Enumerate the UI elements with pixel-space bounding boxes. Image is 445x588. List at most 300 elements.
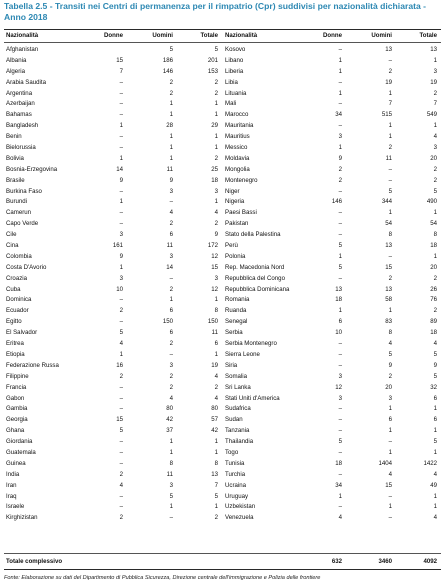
men-cell: – [169,514,173,522]
nationality-cell: Lituania [225,89,247,97]
nationality-cell: Benin [6,133,22,141]
table-row [6,154,220,165]
table-row [225,252,439,263]
table-row [225,513,439,524]
table-row [6,78,220,89]
nationality-cell: Kirghizistan [6,514,38,522]
nationality-cell: Croazia [6,274,27,282]
table-row [6,361,220,372]
table-row [6,492,220,503]
men-cell: 80 [166,405,173,413]
table-row [6,285,220,296]
nationality-cell: Siria [225,361,238,369]
women-cell: – [338,470,342,478]
total-cell: 5 [433,350,437,358]
nationality-cell: Libano [225,56,244,64]
men-cell: 28 [166,122,173,130]
nationality-cell: Cile [6,231,17,239]
nationality-cell: India [6,470,20,478]
women-cell: – [119,383,123,391]
men-cell: 2 [169,285,173,293]
men-cell: 3 [388,394,392,402]
nationality-cell: Serbia [225,329,243,337]
men-cell: 3 [169,252,173,260]
total-cell: 19 [211,361,218,369]
total-cell: 4 [214,394,218,402]
men-cell: 3 [169,481,173,489]
women-cell: 2 [119,470,123,478]
men-cell: 146 [162,67,173,75]
table-row [6,45,220,56]
men-cell: 11 [166,470,173,478]
women-cell: – [119,78,123,86]
men-cell: 1 [169,448,173,456]
total-cell: 5 [214,492,218,500]
women-cell: – [119,209,123,217]
nationality-cell: Polonia [225,252,246,260]
top-rule [4,29,441,30]
table-row [225,339,439,350]
table-row [225,415,439,426]
women-cell: 3 [119,274,123,282]
nationality-cell: Costa D'Avorio [6,263,47,271]
table-row [6,404,220,415]
nationality-cell: Libia [225,78,238,86]
women-cell: 13 [335,285,342,293]
women-cell: 12 [335,383,342,391]
total-cell: 42 [211,427,218,435]
table-row [225,502,439,513]
nationality-cell: Mongolia [225,165,250,173]
table-row [225,110,439,121]
nationality-cell: Tanzania [225,427,250,435]
nationality-cell: Georgia [6,416,28,424]
men-cell: 5 [388,350,392,358]
total-cell: 1 [433,427,437,435]
nationality-cell: Serbia Montenegro [225,340,277,348]
table-row [6,295,220,306]
men-cell: 2 [388,67,392,75]
women-cell: 16 [116,361,123,369]
men-cell: – [388,252,392,260]
nationality-cell: Afghanistan [6,46,39,53]
women-cell: 34 [335,481,342,489]
men-cell: 3 [169,187,173,195]
women-cell: 3 [338,372,342,380]
nationality-cell: Somalia [225,372,248,380]
header-total-right: Totale [419,32,437,39]
total-cell: 49 [430,481,437,489]
left-table-column [6,45,220,524]
total-cell: 1 [214,296,218,304]
table-row [225,187,439,198]
table-row [6,241,220,252]
women-cell: – [338,100,342,108]
nationality-cell: Venezuela [225,514,254,522]
total-cell: 15 [211,263,218,271]
women-cell: 9 [119,176,123,184]
table-row [6,470,220,481]
table-row [6,339,220,350]
table-row [225,372,439,383]
women-cell: – [338,416,342,424]
table-row [225,121,439,132]
table-title: Tabella 2.5 - Transiti nei Centri di permanenza per il rimpatrio (Cpr) suddivisi per nazionalità dichiarata - Anno 2018 [4,1,426,22]
men-cell: 8 [388,231,392,239]
totals-label: Totale complessivo [6,558,63,565]
nationality-cell: Moldavia [225,154,250,162]
totals-total: 4092 [423,558,437,565]
men-cell: 19 [385,78,392,86]
women-cell: 1 [338,252,342,260]
men-cell: – [388,165,392,173]
women-cell: 4 [119,481,123,489]
totals-men: 3460 [378,558,392,565]
table-row [225,426,439,437]
table-row [225,45,439,56]
table-row [6,99,220,110]
table-row [6,328,220,339]
total-cell: 7 [214,481,218,489]
total-cell: 1 [214,111,218,119]
nationality-cell: Federazione Russa [6,361,59,369]
total-cell: 1 [214,100,218,108]
women-cell: – [338,340,342,348]
nationality-cell: Tunisia [225,459,245,467]
men-cell: 2 [169,89,173,97]
nationality-cell: Albania [6,56,27,64]
nationality-cell: Capo Verde [6,220,39,228]
table-row [225,154,439,165]
nationality-cell: Iraq [6,492,17,500]
men-cell: 6 [169,307,173,315]
nationality-cell: Israele [6,503,25,511]
men-cell: 1 [388,133,392,141]
women-cell: – [338,405,342,413]
women-cell: 1 [338,56,342,64]
women-cell: 18 [335,296,342,304]
men-cell: 344 [381,198,392,206]
nationality-cell: Sierra Leone [225,350,260,358]
table-row [225,56,439,67]
table-row [6,502,220,513]
nationality-cell: Burkina Faso [6,187,42,195]
men-cell: 1 [169,144,173,152]
nationality-cell: Rep. Macedonia Nord [225,263,285,271]
totals-rule [4,553,441,554]
total-cell: 2 [214,154,218,162]
total-cell: 6 [433,416,437,424]
table-row [6,89,220,100]
total-cell: 5 [433,438,437,446]
total-cell: 1 [214,448,218,456]
table-row [6,263,220,274]
women-cell: 161 [112,242,123,250]
total-cell: 12 [211,252,218,260]
women-cell: – [338,220,342,228]
women-cell: – [119,503,123,511]
men-cell: 1 [169,438,173,446]
table-row [225,67,439,78]
total-cell: 18 [430,242,437,250]
total-cell: 1 [433,448,437,456]
table-row [225,197,439,208]
men-cell: 11 [166,242,173,250]
total-cell: 9 [433,361,437,369]
nationality-cell: Senegal [225,318,248,326]
total-cell: 57 [211,416,218,424]
nationality-cell: Sudan [225,416,243,424]
table-row [6,437,220,448]
header-nationality-right: Nazionalità [225,32,258,39]
men-cell: – [388,514,392,522]
total-cell: 1 [433,122,437,130]
men-cell: 1 [169,154,173,162]
men-cell: 14 [166,263,173,271]
men-cell: – [388,56,392,64]
header-women-left: Donne [104,32,123,39]
total-cell: 1 [433,252,437,260]
women-cell: 2 [338,165,342,173]
nationality-cell: Bolivia [6,154,24,162]
table-row [225,143,439,154]
total-cell: 5 [214,46,218,53]
men-cell: 4 [388,340,392,348]
header-rule [4,42,441,43]
men-cell: 4 [169,394,173,402]
source-note: Fonte: Elaborazione su dati del Dipartimento di Pubblica Sicurezza, Direzione centrale dell'immigrazione e Polizia delle frontiere [4,575,321,581]
nationality-cell: Dominica [6,296,32,304]
nationality-cell: Arabia Saudita [6,78,46,86]
table-row [225,394,439,405]
men-cell: 37 [166,427,173,435]
nationality-cell: Bahamas [6,111,32,119]
table-row [225,404,439,415]
header-women-right: Donne [323,32,342,39]
men-cell: 1 [169,296,173,304]
women-cell: 9 [338,154,342,162]
table-row [225,448,439,459]
table-row [225,285,439,296]
nationality-cell: Francia [6,383,27,391]
nationality-cell: Gabon [6,394,25,402]
total-cell: 1422 [423,459,437,467]
women-cell: – [338,231,342,239]
women-cell: 6 [338,318,342,326]
women-cell: – [338,448,342,456]
total-cell: 26 [430,285,437,293]
men-cell: 1404 [378,459,392,467]
women-cell: – [119,438,123,446]
table-row [6,372,220,383]
men-cell: 7 [388,100,392,108]
women-cell: 1 [119,350,123,358]
women-cell: 2 [119,514,123,522]
women-cell: 146 [331,198,342,206]
total-cell: 2 [433,274,437,282]
nationality-cell: Camerun [6,209,32,217]
total-cell: 9 [214,231,218,239]
table-row [6,426,220,437]
table-row [6,448,220,459]
table-row [225,317,439,328]
nationality-cell: Ecuador [6,307,29,315]
men-cell: 13 [385,46,392,53]
table-row [6,208,220,219]
men-cell: 8 [388,329,392,337]
men-cell: 9 [169,176,173,184]
nationality-cell: El Salvador [6,329,38,337]
women-cell: 7 [119,67,123,75]
total-cell: 2 [433,176,437,184]
women-cell: – [119,144,123,152]
total-cell: 18 [211,176,218,184]
men-cell: 11 [385,154,392,162]
women-cell: – [119,111,123,119]
total-cell: 2 [214,383,218,391]
men-cell: 8 [169,459,173,467]
women-cell: 2 [119,307,123,315]
women-cell: 14 [116,165,123,173]
table-row [225,132,439,143]
total-cell: 172 [207,242,218,250]
nationality-cell: Paesi Bassi [225,209,257,217]
men-cell: 1 [169,100,173,108]
total-cell: 8 [433,231,437,239]
nationality-cell: Mauritania [225,122,254,130]
women-cell: – [119,459,123,467]
total-cell: 2 [214,78,218,86]
total-cell: 8 [214,459,218,467]
total-cell: 7 [433,100,437,108]
women-cell: 1 [119,122,123,130]
nationality-cell: Togo [225,448,239,456]
women-cell: – [338,274,342,282]
nationality-cell: Perù [225,242,238,250]
table-row [6,230,220,241]
right-table-column [225,45,439,524]
table-row [6,394,220,405]
table-row [225,78,439,89]
total-cell: 29 [211,122,218,130]
men-cell: 20 [385,383,392,391]
women-cell: – [119,187,123,195]
women-cell: 3 [338,394,342,402]
total-cell: 80 [211,405,218,413]
women-cell: 10 [335,329,342,337]
table-row [225,383,439,394]
nationality-cell: Kosovo [225,46,246,53]
table-row [225,219,439,230]
total-cell: 8 [214,307,218,315]
nationality-cell: Cuba [6,285,21,293]
table-row [225,241,439,252]
table-row [6,110,220,121]
table-row [6,306,220,317]
table-row [6,176,220,187]
total-cell: 4 [433,470,437,478]
table-row [225,208,439,219]
nationality-cell: Argentina [6,89,33,97]
table-row [6,121,220,132]
total-cell: 1 [433,209,437,217]
nationality-cell: Colombia [6,252,32,260]
men-cell: 1 [388,89,392,97]
women-cell: 5 [338,263,342,271]
women-cell: 18 [335,459,342,467]
total-cell: 3 [214,187,218,195]
total-cell: 11 [211,329,218,337]
total-cell: 18 [430,329,437,337]
nationality-cell: Repubblica del Congo [225,274,285,282]
total-cell: 1 [214,350,218,358]
total-cell: 6 [214,340,218,348]
total-cell: 6 [433,394,437,402]
women-cell: – [119,133,123,141]
table-row [225,481,439,492]
men-cell: 9 [388,361,392,369]
nationality-cell: Messico [225,144,248,152]
nationality-cell: Marocco [225,111,249,119]
women-cell: 3 [338,133,342,141]
nationality-cell: Uzbekistan [225,503,256,511]
women-cell: – [119,89,123,97]
table-row [6,197,220,208]
total-cell: 201 [207,56,218,64]
total-cell: 20 [430,154,437,162]
total-cell: 1 [214,198,218,206]
men-cell: 1 [388,503,392,511]
women-cell: – [338,122,342,130]
men-cell: 186 [162,56,173,64]
total-cell: 76 [430,296,437,304]
nationality-cell: Repubblica Dominicana [225,285,290,293]
nationality-cell: Iran [6,481,17,489]
table-row [225,350,439,361]
table-row [225,470,439,481]
women-cell: – [119,220,123,228]
nationality-cell: Guatemala [6,448,36,456]
women-cell: 1 [338,492,342,500]
women-cell: – [119,318,123,326]
table-row [225,230,439,241]
men-cell: – [388,176,392,184]
nationality-cell: Etiopia [6,350,25,358]
total-cell: 3 [214,274,218,282]
total-cell: 150 [207,318,218,326]
women-cell: 1 [338,89,342,97]
table-row [6,252,220,263]
nationality-cell: Mali [225,100,237,108]
women-cell: 10 [116,285,123,293]
men-cell: 1 [169,503,173,511]
total-cell: 2 [214,220,218,228]
total-cell: 2 [433,307,437,315]
women-cell: 1 [119,198,123,206]
men-cell: – [388,492,392,500]
men-cell: – [388,438,392,446]
men-cell: 6 [169,231,173,239]
men-cell: 2 [169,220,173,228]
women-cell: – [338,503,342,511]
men-cell: 42 [166,416,173,424]
header-nationality-left: Nazionalità [6,32,39,39]
nationality-cell: Bangladesh [6,122,39,130]
total-cell: 490 [426,198,437,206]
women-cell: 3 [119,231,123,239]
women-cell: – [119,296,123,304]
table-row [6,459,220,470]
